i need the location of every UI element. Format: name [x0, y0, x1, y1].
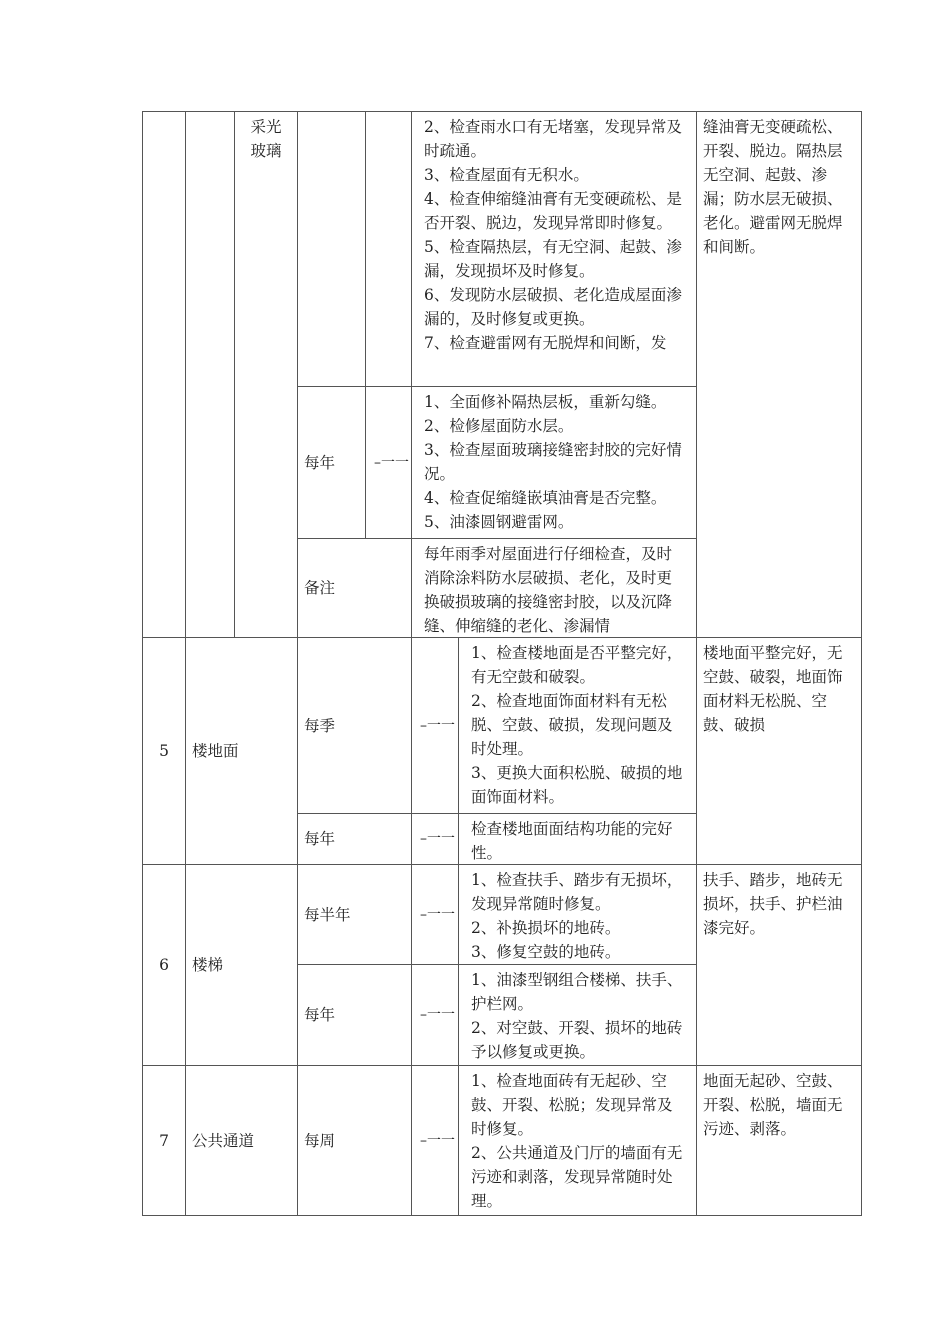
content-line: 6、发现防水层破损、老化造成屋面渗漏的，及时修复或更换。: [424, 286, 682, 328]
standard-text: 地面无起砂、空鼓、开裂、松脱，墙面无污迹、剥落。: [703, 1072, 843, 1138]
standard-cell: [696, 637, 862, 865]
content-line: 7、检查避雷网有无脱焊和间断，发: [424, 334, 667, 352]
cycle-cell-continued: [297, 111, 366, 387]
mark-cell-continued: [365, 111, 412, 387]
standard-cell: [696, 864, 862, 1066]
content-cell: [458, 813, 697, 865]
item-name: 楼地面: [192, 742, 239, 760]
cycle-cell: [297, 813, 412, 865]
note-text-cell: [411, 538, 697, 638]
item-column-continued: [185, 111, 235, 638]
row-number-cell: [142, 637, 186, 865]
item-name: 公共通道: [192, 1131, 255, 1150]
row-number: 5: [159, 742, 169, 760]
content-line: 4、检查伸缩缝油膏有无变硬疏松、是否开裂、脱边，发现异常即时修复。: [424, 190, 682, 232]
content-cell: [458, 1065, 697, 1216]
standard-text: 缝油膏无变硬疏松、开裂、脱边。隔热层无空洞、起鼓、渗漏；防水层无破损、老化。避雷网无脱焊和间断。: [703, 118, 843, 256]
content-line: 2、检修屋面防水层。: [424, 417, 574, 435]
note-label-cell: [297, 538, 412, 638]
standard-text: 扶手、踏步，地砖无损坏，扶手、护栏油漆完好。: [703, 871, 843, 937]
content-line: 5、油漆圆钢避雷网。: [424, 513, 574, 531]
no-column-continued: [142, 111, 186, 638]
mark-cell: [411, 864, 459, 965]
row-number-cell: [142, 864, 186, 1066]
content-line: 1、检查地面砖有无起砂、空鼓、开裂、松脱；发现异常及时修复。: [471, 1072, 673, 1138]
content-line: 3、检查屋面有无积水。: [424, 166, 589, 184]
content-line: 5、检查隔热层，有无空洞、起鼓、渗漏，发现损坏及时修复。: [424, 238, 682, 280]
cycle-cell: [297, 864, 412, 965]
content-line: 2、补换损坏的地砖。: [471, 919, 621, 937]
item-name-cell: [185, 1065, 298, 1216]
cycle-cell-annual: [297, 386, 366, 539]
content-line: 3、检查屋面玻璃接缝密封胶的完好情况。: [424, 441, 682, 483]
standard-cell: [696, 1065, 862, 1216]
mark-text: –一一: [420, 717, 455, 734]
item-name-cell: [185, 864, 298, 1066]
content-line: 1、油漆型钢组合楼梯、扶手、护栏网。: [471, 971, 683, 1013]
content-line: 1、检查扶手、踏步有无损坏，发现异常随时修复。: [471, 871, 683, 913]
note-label: 备注: [304, 579, 336, 597]
content-line: 2、检查雨水口有无堵塞，发现异常及时疏通。: [424, 118, 682, 160]
content-cell: [458, 864, 697, 965]
cycle-label: 每季: [304, 716, 336, 735]
cycle-label: 每年: [304, 453, 336, 472]
standard-cell-continued: [696, 111, 862, 638]
content-line: 检查楼地面面结构功能的完好性。: [471, 820, 673, 862]
content-line: 2、公共通道及门厅的墙面有无污迹和剥落，发现异常随时处理。: [471, 1144, 683, 1210]
content-cell-annual: [411, 386, 697, 539]
content-line: 2、对空鼓、开裂、损坏的地砖予以修复或更换。: [471, 1019, 683, 1061]
mark-cell: [411, 964, 459, 1066]
mark-cell: [411, 637, 459, 814]
content-cell: [458, 637, 697, 814]
row-number-cell: [142, 1065, 186, 1216]
cycle-cell: [297, 1065, 412, 1216]
content-line: 2、检查地面饰面材料有无松脱、空鼓、破损，发现问题及时处理。: [471, 692, 673, 758]
content-line: 4、检查促缩缝嵌填油膏是否完整。: [424, 489, 667, 507]
mark-text: –一一: [420, 831, 455, 847]
cycle-label: 每年: [304, 830, 336, 848]
cycle-label: 每半年: [304, 905, 351, 924]
content-cell: [458, 964, 697, 1066]
standard-text: 楼地面平整完好，无空鼓、破裂，地面饰面材料无松脱、空鼓、破损: [703, 644, 843, 734]
sub-item-label: 采光玻璃: [250, 118, 282, 160]
content-line: 3、更换大面积松脱、破损的地面饰面材料。: [471, 764, 683, 806]
mark-cell-annual: [365, 386, 412, 539]
mark-text: –一一: [420, 906, 455, 923]
content-line: 1、检查楼地面是否平整完好，有无空鼓和破裂。: [471, 644, 683, 686]
cycle-cell: [297, 637, 412, 814]
content-line: 3、修复空鼓的地砖。: [471, 943, 621, 961]
content-line: 1、全面修补隔热层板，重新勾缝。: [424, 393, 667, 411]
cycle-cell: [297, 964, 412, 1066]
cycle-label: 每周: [304, 1131, 336, 1150]
mark-text: –一一: [374, 454, 409, 471]
row-number: 6: [159, 956, 169, 974]
item-name-cell: [185, 637, 298, 865]
mark-text: –一一: [420, 1007, 455, 1023]
sub-item-cell: [234, 111, 298, 638]
mark-cell: [411, 1065, 459, 1216]
note-text: 每年雨季对屋面进行仔细检查，及时消除涂料防水层破损、老化，及时更换破损玻璃的接缝密封胶，以及沉降缝、伸缩缝的老化、渗漏情: [424, 545, 673, 635]
row-number: 7: [159, 1131, 169, 1150]
item-name: 楼梯: [192, 956, 224, 974]
mark-text: –一一: [420, 1132, 455, 1149]
mark-cell: [411, 813, 459, 865]
content-cell-continued: [411, 111, 697, 387]
cycle-label: 每年: [304, 1006, 336, 1024]
